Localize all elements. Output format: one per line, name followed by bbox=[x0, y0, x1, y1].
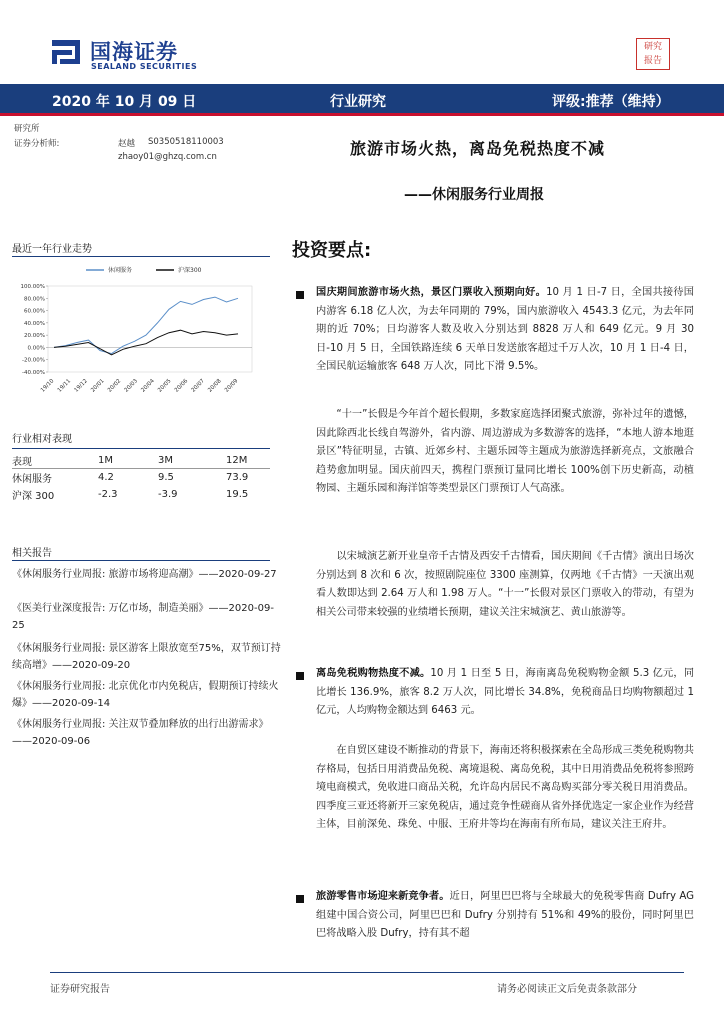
table-row bbox=[12, 486, 268, 503]
table-cell: 73.9 bbox=[226, 472, 249, 483]
table-cell: 沪深 300 bbox=[12, 491, 55, 502]
table-cell: -3.9 bbox=[158, 489, 178, 500]
analyst-email: zhaoy01@ghzq.com.cn bbox=[118, 152, 217, 162]
x-tick-label: 20/01 bbox=[90, 378, 106, 394]
related-report-item[interactable]: 《休闲服务行业周报: 关注双节叠加释放的出行出游需求》——2020-09-06 bbox=[12, 719, 269, 748]
y-tick-label: 100.00% bbox=[20, 284, 45, 290]
plot-frame bbox=[48, 286, 252, 372]
table-cell: 9.5 bbox=[158, 472, 174, 483]
y-tick-label: 20.00% bbox=[24, 333, 45, 340]
report-title: 旅游市场火热，离岛免税热度不减 bbox=[350, 139, 606, 158]
table-header-cell: 表现 bbox=[12, 457, 32, 468]
x-tick-label: 20/03 bbox=[123, 378, 140, 394]
table-row bbox=[12, 469, 268, 486]
y-tick-label: -20.00% bbox=[22, 357, 45, 364]
logo-chinese-name: 国海证券 bbox=[90, 40, 178, 64]
x-tick-label: 19/11 bbox=[56, 378, 73, 394]
table-header-row bbox=[12, 452, 268, 469]
analyst-cert: S0350518110003 bbox=[148, 137, 224, 147]
y-tick-label: -40.00% bbox=[22, 370, 45, 376]
seal-line-2: 报告 bbox=[643, 56, 662, 66]
related-report-item[interactable]: 《休闲服务行业周报: 景区游客上限放宽至75%，双节预订持续高增》——2020-09-20 bbox=[12, 643, 281, 672]
related-reports-title: 相关报告 bbox=[12, 548, 52, 559]
footer-left: 证券研究报告 bbox=[50, 984, 110, 995]
x-tick-label: 20/06 bbox=[173, 378, 190, 394]
report-subtitle: ——休闲服务行业周报 bbox=[404, 187, 544, 203]
bullet-icon bbox=[296, 895, 304, 903]
related-title-rule bbox=[12, 560, 270, 561]
x-tick-label: 19/12 bbox=[73, 378, 89, 394]
paragraph-heading: 离岛免税购物热度不减。 bbox=[316, 668, 431, 679]
paragraph-hainan-ftz: 在自贸区建设不断推动的背景下，海南还将积极探索在全岛形成三类免税购物共存格局，包括日用消费品免税、离境退税、离岛免税，其中日用消费品免税将参照跨境电商模式，免收进口商品关税，允许岛内居民不离岛购买部分零关税日用消费品。四季度三亚还将新开三家免税店，通过竞争性磋商从省外择优选定一家企业作为经营主体，目前深免、珠免、中服、王府井等均在海南有所布局，建议关注王府井。 bbox=[316, 745, 694, 831]
paragraph-travel-retail bbox=[316, 888, 694, 944]
table-header-cell: 3M bbox=[158, 455, 173, 466]
x-tick-label: 20/02 bbox=[106, 378, 123, 394]
paragraph-golden-week: “十一”长假是今年首个超长假期，多数家庭选择团聚式旅游，弥补过年的遗憾，因此除西北长线自驾游外，省内游、周边游成为多数游客的选择，“本地人游本地逛景区”特征明显，古镇、近郊乡村、主题乐园等主题成为旅游选择新亮点，文旅融合趋势愈加明显。国庆前四天，携程门票预订量同比增长 100%创下历史新高，动植物园、主题乐园和海洋馆等类型景区门票预订人气高涨。 bbox=[316, 409, 694, 495]
x-tick-label: 20/09 bbox=[223, 378, 240, 394]
performance-title: 行业相对表现 bbox=[12, 434, 72, 445]
table-cell: 19.5 bbox=[226, 489, 249, 500]
investment-heading: 投资要点: bbox=[292, 240, 372, 261]
header-banner bbox=[0, 84, 724, 116]
y-tick-label: 80.00% bbox=[24, 296, 45, 303]
performance-title-rule bbox=[12, 448, 270, 449]
related-report-item[interactable]: 《休闲服务行业周报: 北京优化市内免税店，假期预订持续火爆》——2020-09-14 bbox=[12, 681, 279, 710]
series-line-hs300 bbox=[54, 330, 238, 355]
series-line-leisure bbox=[54, 297, 238, 354]
y-tick-label: 0.00% bbox=[27, 345, 45, 352]
table-header-cell: 1M bbox=[98, 455, 113, 466]
paragraph-heading: 旅游零售市场迎来新竞争者。 bbox=[316, 891, 450, 902]
related-report-item[interactable]: 《休闲服务行业周报: 旅游市场将迎高潮》——2020-09-27 bbox=[12, 569, 277, 580]
table-cell: 4.2 bbox=[98, 472, 114, 483]
report-rating: 评级:推荐（维持） bbox=[552, 94, 670, 110]
bullet-icon bbox=[296, 291, 304, 299]
legend-label: 沪深300 bbox=[178, 267, 202, 274]
y-tick-label: 40.00% bbox=[24, 320, 45, 327]
analyst-name: 赵越 bbox=[118, 139, 136, 149]
seal-line-1: 研究 bbox=[643, 42, 662, 52]
y-tick-label: 60.00% bbox=[24, 308, 45, 315]
table-divider bbox=[12, 468, 270, 469]
x-tick-label: 20/07 bbox=[190, 378, 206, 394]
paragraph-body: 10 月 1 日至 5 日，海南离岛免税购物金额 5.3 亿元，同比增长 136.9%，旅客 8.2 万人次，同比增长 34.8%，免税商品日均购物额超过 1 亿元，人均购物金额达到 6463 元。 bbox=[316, 668, 695, 717]
paragraph-body: 近日，阿里巴巴将与全球最大的免税零售商 Dufry AG 组建中国合资公司，阿里巴巴和 Dufry 分别持有 51%和 49%的股份，同时阿里巴巴将战略入股 Dufry，持有其不超 bbox=[316, 891, 694, 940]
x-tick-label: 20/05 bbox=[157, 378, 173, 394]
chart-title-rule bbox=[12, 256, 270, 257]
paragraph-body: 10 月 1 日-7 日，全国共接待国内游客 6.18 亿人次，为去年同期的 79%，国内旅游收入 4543.3 亿元，为去年同期的近 70%；日均游客人数及收入分别达到 8828 万人和 649 亿元。9 月 30 日-10 月 5 日，全国铁路连续 6 天单日发送旅客超过千万人次，10 月 1 日-4 日，全国民航运输旅客 648 万人次，同比下滑 9.5%。 bbox=[316, 287, 694, 373]
performance-table bbox=[12, 452, 268, 503]
paragraph-tourism-market bbox=[316, 284, 694, 377]
table-header-cell: 12M bbox=[226, 455, 248, 466]
x-tick-label: 20/04 bbox=[140, 378, 156, 394]
industry-trend-chart bbox=[14, 262, 260, 402]
legend-label: 休闲服务 bbox=[108, 267, 133, 274]
analyst-role: 证券分析师: bbox=[14, 139, 60, 149]
analyst-dept: 研究所 bbox=[14, 124, 40, 134]
paragraph-heading: 国庆期间旅游市场火热，景区门票收入预期向好。 bbox=[316, 287, 547, 298]
table-cell: -2.3 bbox=[98, 489, 118, 500]
sealand-logo-icon bbox=[52, 38, 80, 68]
bullet-icon bbox=[296, 672, 304, 680]
report-category: 行业研究 bbox=[330, 94, 386, 110]
research-report-seal bbox=[636, 38, 670, 70]
chart-section-title: 最近一年行业走势 bbox=[12, 244, 92, 255]
report-date: 2020 年 10 月 09 日 bbox=[52, 94, 197, 110]
paragraph-songcheng: 以宋城演艺新开业皇帝千古情及西安千古情看，国庆期间《千古情》演出日场次分别达到 8 次和 6 次，按照剧院座位 3300 座测算，仅两地《千古情》一天演出观看人数即达到 2.64 万人和 1.98 万人。“十一”长假对景区门票收入的带动，有望为相关公司带来较强的业绩增长预期，建议关注宋城演艺、黄山旅游等。 bbox=[316, 551, 694, 618]
footer-disclaimer: 请务必阅读正文后免责条款部分 bbox=[497, 984, 637, 995]
footer-rule bbox=[50, 972, 684, 973]
related-report-item[interactable]: 《医美行业深度报告: 万亿市场，制造美丽》——2020-09-25 bbox=[12, 603, 274, 632]
x-tick-label: 19/10 bbox=[39, 378, 56, 394]
table-cell: 休闲服务 bbox=[12, 474, 52, 485]
paragraph-duty-free bbox=[316, 665, 694, 721]
logo-english-name: SEALAND SECURITIES bbox=[91, 62, 198, 71]
x-tick-label: 20/08 bbox=[207, 378, 223, 394]
